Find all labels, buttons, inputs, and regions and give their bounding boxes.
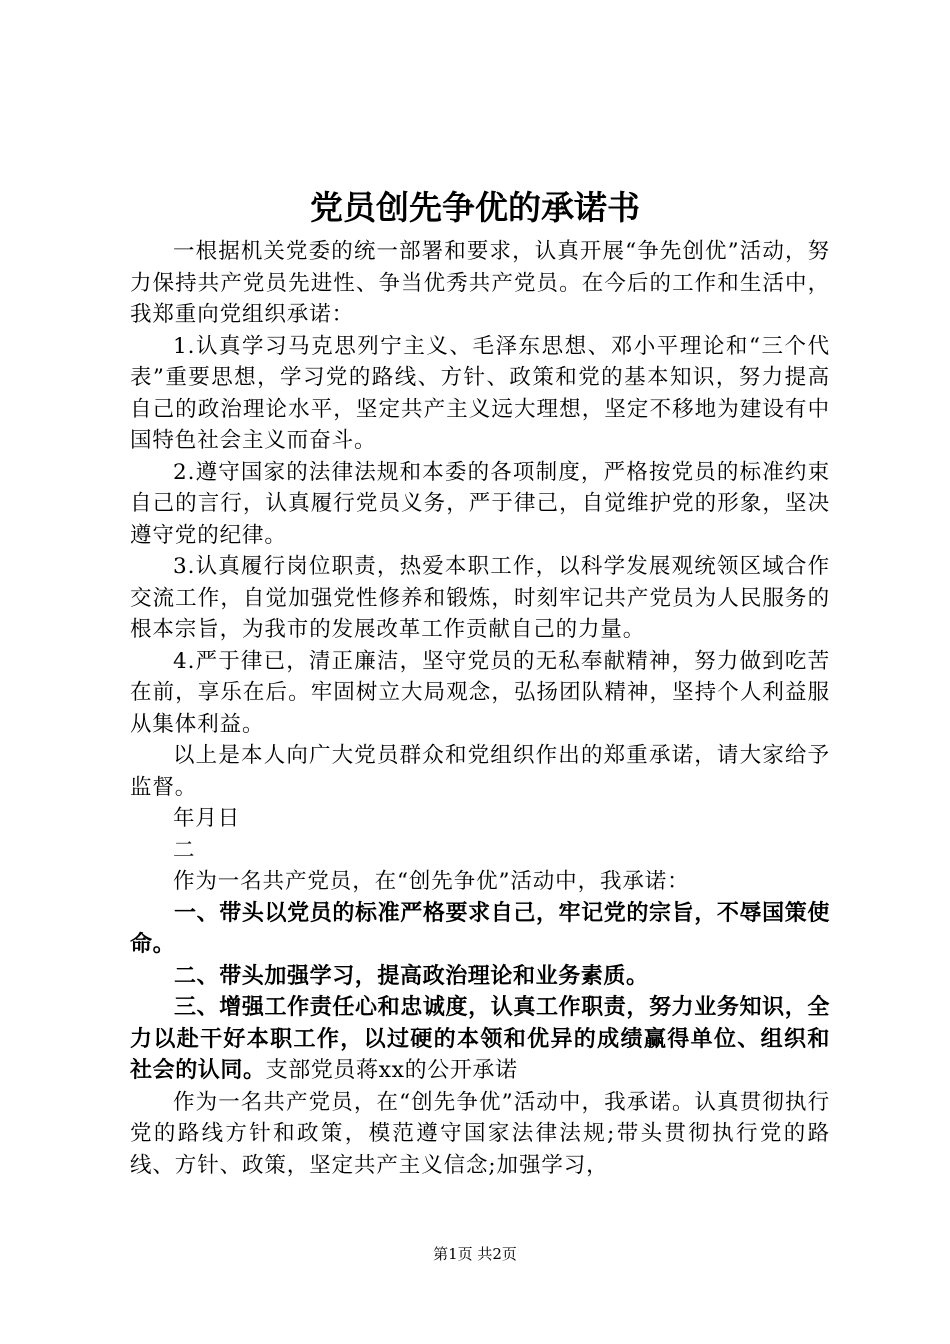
pledge-item-2: 二、带头加强学习，提高政治理论和业务素质。 (174, 963, 649, 989)
pledge-item-3 (130, 992, 830, 1087)
pledge-item-1: 一、带头以党员的标准严格要求自己，牢记党的宗旨，不辱国策使命。 (130, 900, 830, 957)
page-footer: 第1页 共2页 (433, 1245, 517, 1263)
paragraph-pledge-intro: 作为一名共产党员，在“创先争优”活动中，我承诺： (173, 869, 690, 894)
paragraph-item-4: 4.严于律已，清正廉洁，坚守党员的无私奉献精神，努力做到吃苦在前，享乐在后。牢固树立大局观念，弘扬团队精神，坚持个人利益服从集体利益。 (130, 648, 830, 737)
pledge-item-3-text: 三、增强工作责任心和忠诚度，认真工作职责，努力业务知识，全力以赴干好本职工作，以过硬的本领和优异的成绩赢得单位、组织和社会的认同。 (130, 995, 830, 1083)
section-number: 二 (173, 837, 196, 863)
subheading-inline: 支部党员蒋xx的公开承诺 (265, 1058, 518, 1083)
paragraph-closing: 以上是本人向广大党员群众和党组织作出的郑重承诺，请大家给予监督。 (130, 743, 830, 800)
paragraph-item-2: 2.遵守国家的法律法规和本委的各项制度，严格按党员的标准约束自己的言行，认真履行党员义务，严于律己，自觉维护党的形象，坚决遵守党的纪律。 (130, 459, 830, 548)
date-line: 年月日 (173, 806, 241, 831)
document-body (130, 236, 830, 1181)
paragraph-intro: 一根据机关党委的统一部署和要求，认真开展“争先创优”活动，努力保持共产党员先进性、争当优秀共产党员。在今后的工作和生活中，我郑重向党组织承诺： (130, 239, 830, 327)
paragraph-item-1: 1.认真学习马克思列宁主义、毛泽东思想、邓小平理论和“三个代表”重要思想，学习党的路线、方针、政策和党的基本知识，努力提高自己的政治理论水平，坚定共产主义远大理想，坚定不移地为建设有中国特色社会主义而奋斗。 (130, 333, 830, 453)
paragraph-final: 作为一名共产党员，在“创先争优”活动中，我承诺。认真贯彻执行党的路线方针和政策，模范遵守国家法律法规;带头贯彻执行党的路线、方针、政策，坚定共产主义信念;加强学习， (130, 1089, 830, 1178)
document-title: 党员创先争优的承诺书 (310, 188, 640, 227)
paragraph-item-3: 3.认真履行岗位职责，热爱本职工作，以科学发展观统领区域合作交流工作，自觉加强党性修养和锻炼，时刻牢记共产党员为人民服务的根本宗旨，为我市的发展改革工作贡献自己的力量。 (130, 554, 830, 642)
